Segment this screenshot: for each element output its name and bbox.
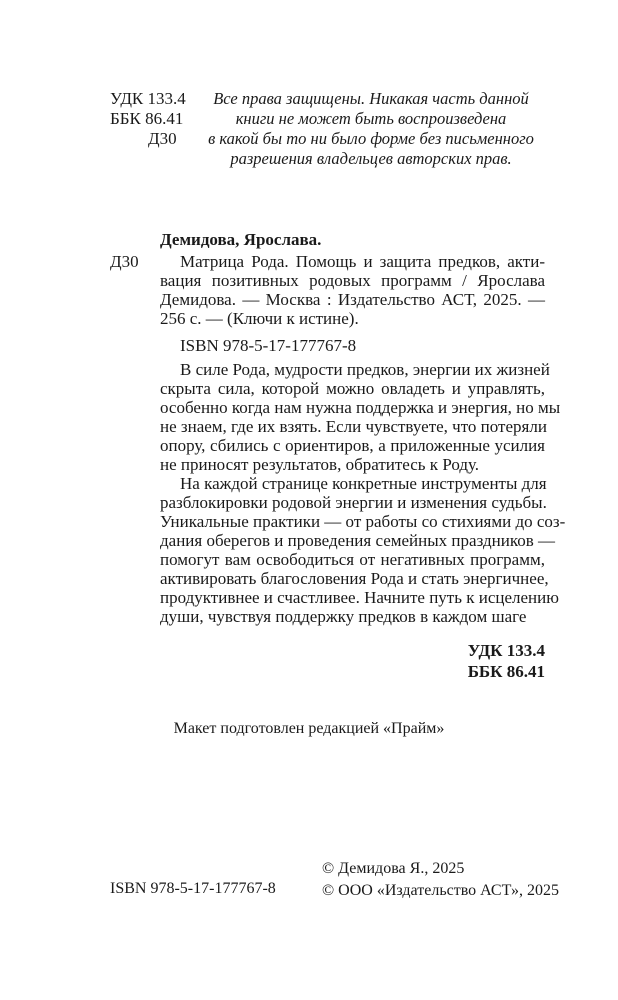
copyright-block <box>322 858 559 902</box>
prepared-by: Макет подготовлен редакцией «Прайм» <box>173 720 445 737</box>
annotation-line: опору, сбились с ориентиров, а приложенные усилия <box>160 436 545 455</box>
annotation-line: не знаем, где их взять. Если чувствуете, что потеряли <box>160 417 547 436</box>
annotation-line: особенно когда нам нужна поддержка и энергия, но мы <box>160 398 561 417</box>
annotation-line: скрыта сила, которой можно овладеть и управлять, <box>160 379 545 398</box>
annotation-line: продуктивнее и счастливее. Начните путь к исцелению <box>160 588 559 607</box>
rights-line: в какой бы то ни было форме без письменного <box>208 129 534 148</box>
annotation-line: Уникальные практики — от работы со стихиями до соз- <box>160 512 566 531</box>
bbk-code-bottom: ББК 86.41 <box>467 662 545 681</box>
udk-code: УДК 133.4 <box>110 89 186 108</box>
biblio-line: Демидова. — Москва : Издательство АСТ, 2025. — <box>160 290 545 309</box>
copyright-publisher: © ООО «Издательство АСТ», 2025 <box>322 882 559 899</box>
biblio-line: Матрица Рода. Помощь и защита предков, акти- <box>180 252 545 271</box>
classification-codes-bottom <box>430 640 545 682</box>
annotation-line: На каждой странице конкретные инструменты для <box>180 474 547 493</box>
isbn-bottom: ISBN 978-5-17-177767-8 <box>110 880 276 897</box>
author-mark: Д30 <box>148 129 177 148</box>
annotation-line: не приносят результатов, обратитесь к Роду. <box>160 455 480 474</box>
rights-line: разрешения владельцев авторских прав. <box>230 149 512 168</box>
copyright-author: © Демидова Я., 2025 <box>322 860 465 877</box>
udk-code-bottom: УДК 133.4 <box>467 641 545 660</box>
annotation-line: дания оберегов и проведения семейных праздников — <box>160 531 555 550</box>
annotation-line: разблокировки родовой энергии и изменения судьбы. <box>160 493 547 512</box>
bibliographic-record <box>160 252 545 328</box>
annotation-line: В силе Рода, мудрости предков, энергии их жизней <box>180 360 550 379</box>
rights-notice <box>196 89 546 169</box>
annotation-line: помогут вам освободиться от негативных программ, <box>160 550 545 569</box>
rights-line: Все права защищены. Никакая часть данной <box>213 89 529 108</box>
annotation-line: души, чувствуя поддержку предков в каждом шаге <box>160 607 527 626</box>
annotation <box>160 360 566 626</box>
author-heading: Демидова, Ярослава. <box>160 230 322 249</box>
bbk-code: ББК 86.41 <box>110 109 184 128</box>
biblio-line: 256 с. — (Ключи к истине). <box>160 309 359 328</box>
classification-codes-top <box>110 89 186 149</box>
isbn-top: ISBN 978-5-17-177767-8 <box>180 336 357 355</box>
biblio-line: вация позитивных родовых программ / Ярослава <box>160 271 545 290</box>
rights-line: книги не может быть воспроизведена <box>235 109 507 128</box>
author-mark-side: Д30 <box>110 252 139 271</box>
annotation-line: активировать благословения Рода и стать энергичнее, <box>160 569 549 588</box>
